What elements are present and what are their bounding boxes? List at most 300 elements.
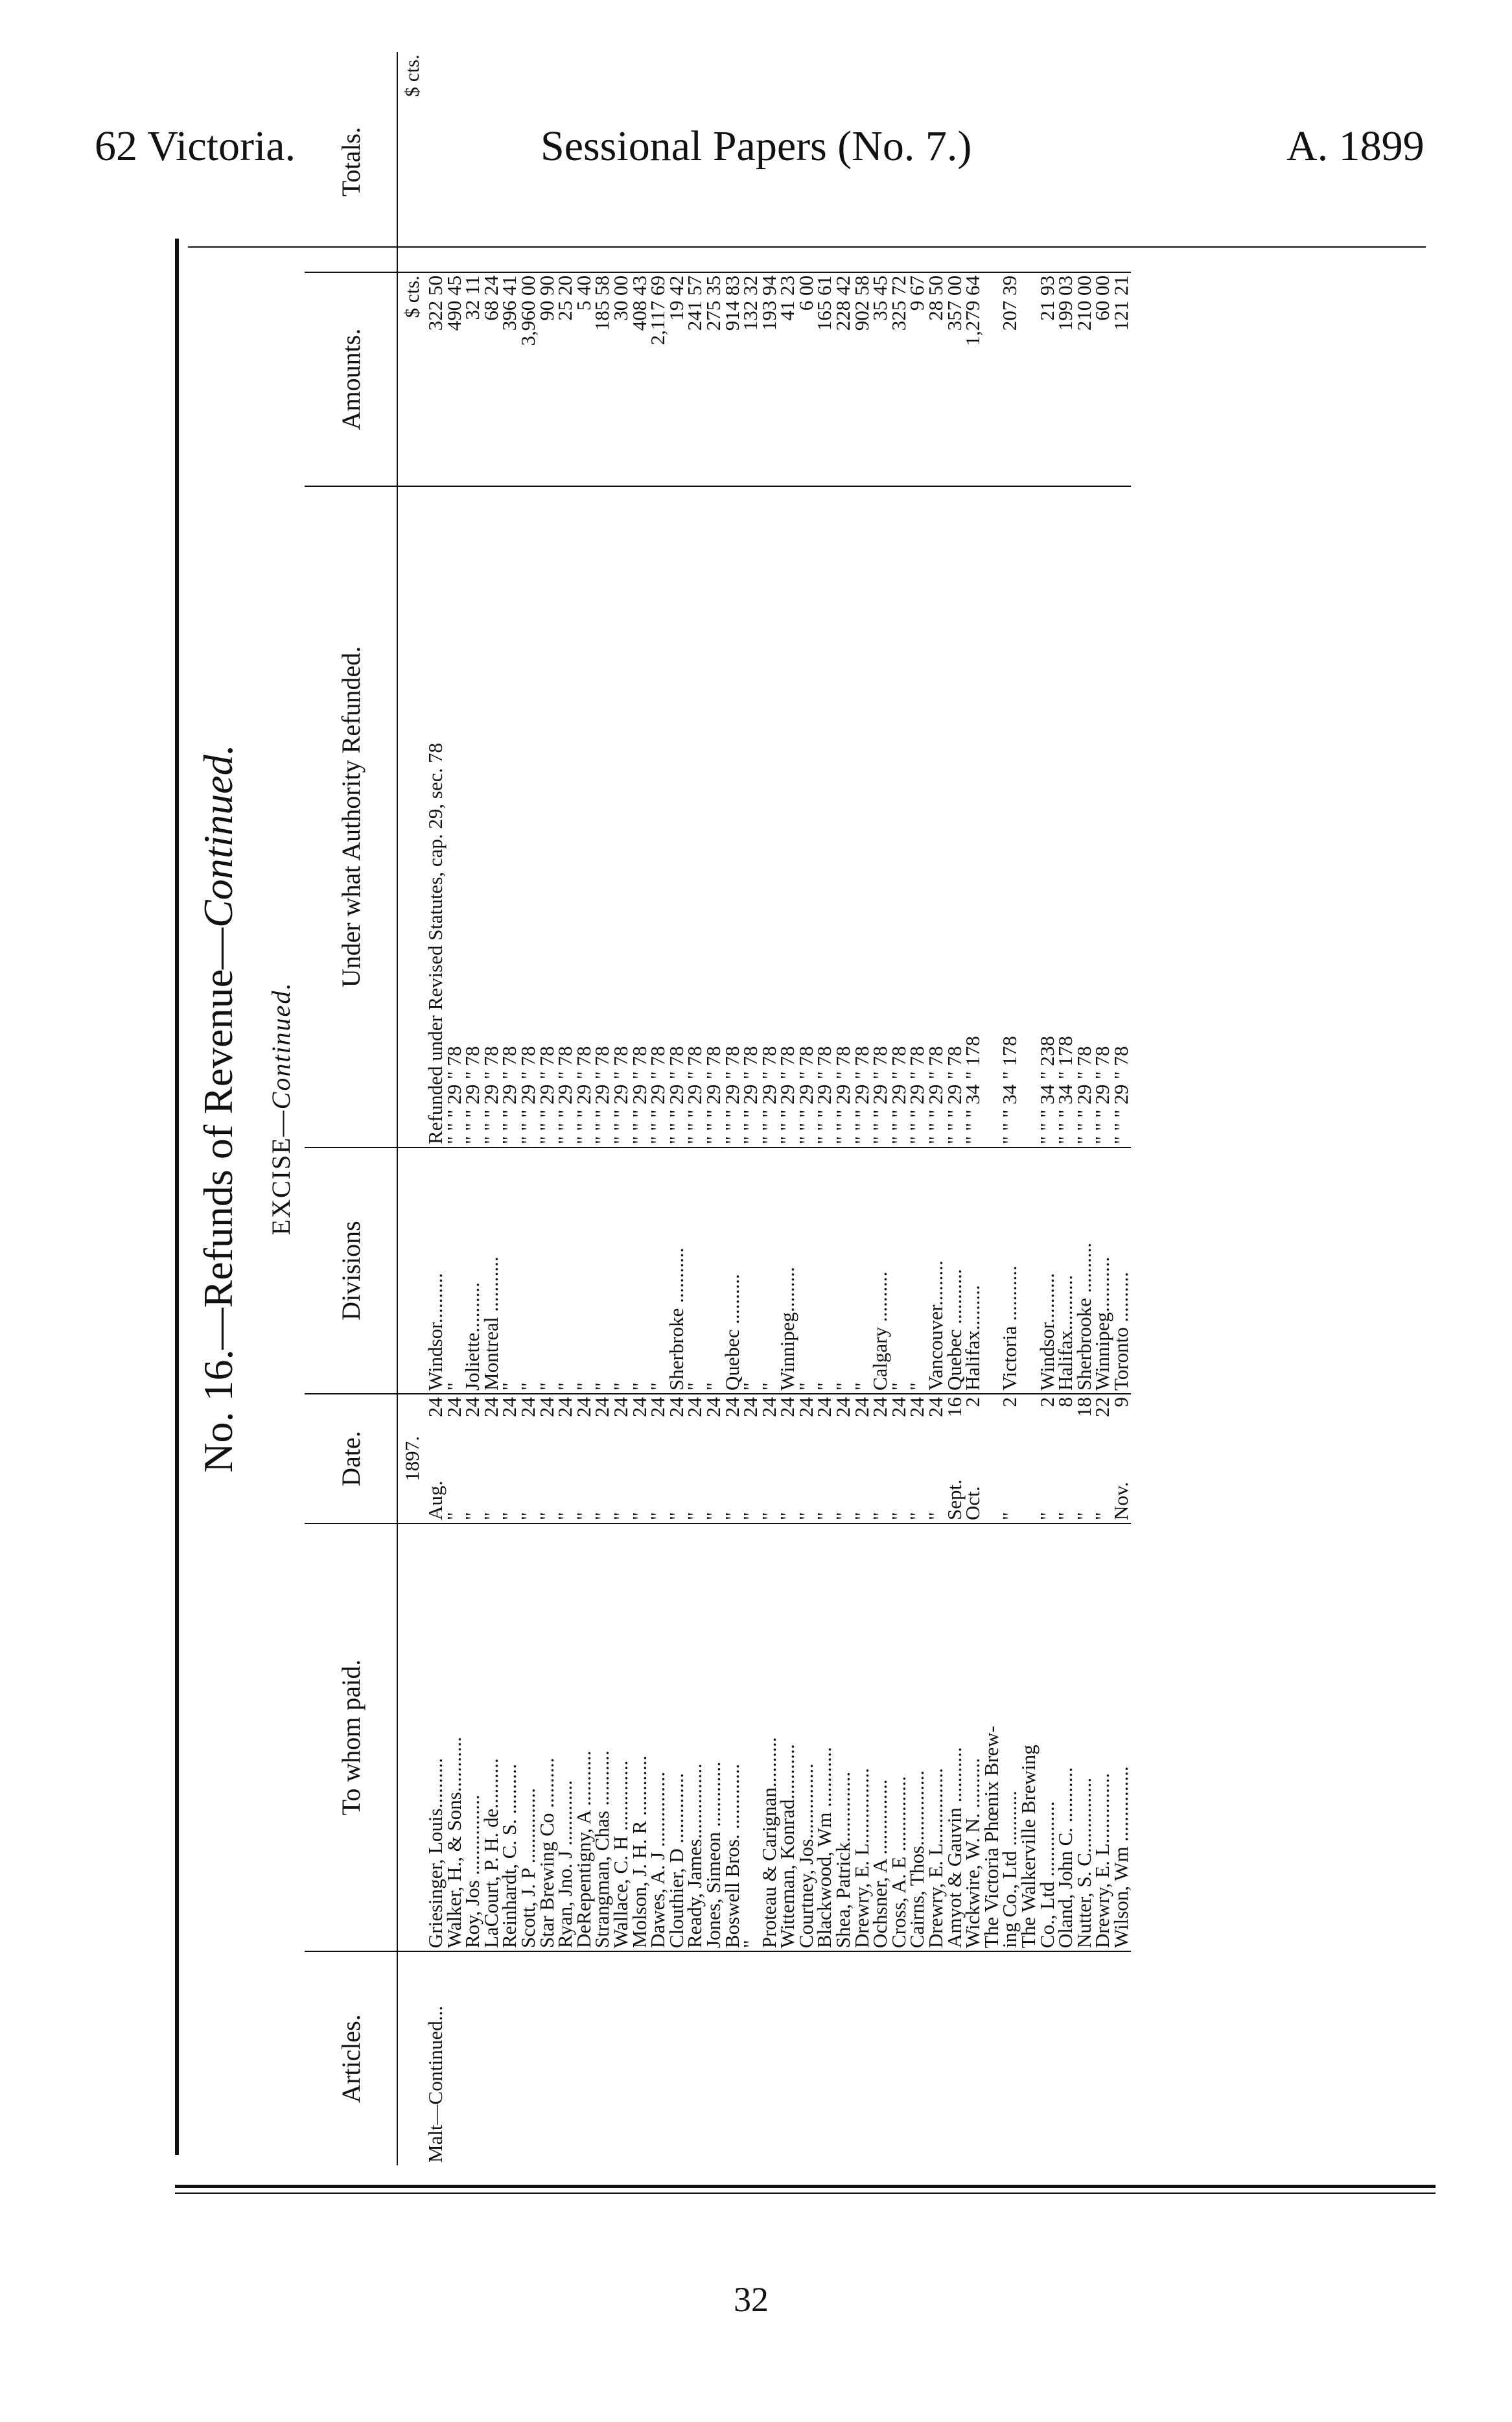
row-amount: 1,279 64 bbox=[964, 272, 983, 486]
row-month: " bbox=[609, 1512, 632, 1520]
row-amount: 35 45 bbox=[871, 272, 890, 486]
row-paid-to: Drewry, E. L.............. bbox=[1093, 1523, 1112, 1951]
row-paid-to: Proteau & Carignan.......... bbox=[760, 1523, 779, 1951]
row-division: " bbox=[760, 1147, 779, 1394]
row-amount: 193 94 bbox=[760, 272, 779, 486]
row-article bbox=[575, 1951, 594, 2165]
row-month: " bbox=[535, 1512, 558, 1520]
row-amount: 490 45 bbox=[445, 272, 464, 486]
row-total bbox=[556, 52, 575, 272]
col-paid-to: To whom paid. bbox=[305, 1523, 397, 1951]
header-year: A. 1899 bbox=[1286, 123, 1425, 170]
table-title bbox=[194, 52, 242, 2165]
row-division: " bbox=[853, 1147, 872, 1394]
row-article bbox=[853, 1951, 872, 2165]
row-division: " bbox=[890, 1147, 909, 1394]
row-authority: " " " 29 " 78 bbox=[593, 486, 612, 1147]
row-amount: 275 35 bbox=[704, 272, 723, 486]
row-paid-to: Ochsner, A ............... bbox=[871, 1523, 890, 1951]
row-article bbox=[741, 1951, 760, 2165]
row-paid-to: Clouthier, D .............. bbox=[668, 1523, 686, 1951]
row-total bbox=[834, 52, 853, 272]
row-authority: " " " 29 " 78 bbox=[668, 486, 686, 1147]
row-amount: 132 32 bbox=[741, 272, 760, 486]
row-day: 24 bbox=[905, 1397, 929, 1417]
row-total bbox=[426, 52, 445, 272]
row-total bbox=[631, 52, 649, 272]
header-title: Sessional Papers (No. 7.) bbox=[541, 123, 972, 170]
row-day: 24 bbox=[776, 1397, 799, 1417]
row-article bbox=[463, 1951, 482, 2165]
row-total bbox=[760, 52, 779, 272]
row-division: " bbox=[815, 1147, 834, 1394]
row-day: 24 bbox=[794, 1397, 817, 1417]
row-article bbox=[631, 1951, 649, 2165]
row-authority: " " " 29 " 78 bbox=[871, 486, 890, 1147]
row-month: " bbox=[553, 1512, 577, 1520]
row-paid-to: Drewry, E. L............... bbox=[853, 1523, 872, 1951]
row-paid-to: Roy, Jos ................ bbox=[463, 1523, 482, 1951]
row-day: 24 bbox=[424, 1397, 447, 1417]
row-article bbox=[871, 1951, 890, 2165]
row-month: " bbox=[813, 1512, 836, 1520]
row-authority: " " " 29 " 78 bbox=[631, 486, 649, 1147]
left-border-rule bbox=[175, 239, 179, 2155]
row-total bbox=[853, 52, 872, 272]
row-article bbox=[668, 1951, 686, 2165]
row-total bbox=[519, 52, 538, 272]
row-article bbox=[445, 1951, 464, 2165]
row-article bbox=[890, 1951, 909, 2165]
row-total bbox=[964, 52, 983, 272]
row-total bbox=[946, 52, 964, 272]
row-month: " bbox=[627, 1512, 651, 1520]
row-month: " bbox=[794, 1512, 817, 1520]
row-amount: 60 00 bbox=[1093, 272, 1112, 486]
row-authority: " " " 29 " 78 bbox=[927, 486, 946, 1147]
row-day: 18 bbox=[1072, 1397, 1095, 1417]
row-total bbox=[983, 52, 1001, 272]
row-day: 24 bbox=[832, 1397, 855, 1417]
row-article: Malt—Continued... bbox=[424, 2006, 447, 2163]
row-authority: " " " 29 " 78 bbox=[1112, 486, 1131, 1147]
col-totals: Totals. bbox=[305, 52, 397, 272]
row-total bbox=[482, 52, 501, 272]
row-article bbox=[686, 1951, 704, 2165]
row-division: " bbox=[686, 1147, 704, 1394]
row-date bbox=[998, 1394, 1021, 1523]
row-paid-to: Wickwire, W. N. .......... bbox=[964, 1523, 983, 1951]
row-amount: 19 42 bbox=[668, 272, 686, 486]
row-amount: 207 39 bbox=[1001, 272, 1019, 486]
row-month: " bbox=[868, 1512, 892, 1520]
row-division: " bbox=[797, 1147, 816, 1394]
row-month: " bbox=[757, 1512, 780, 1520]
row-division: Calgary .......... bbox=[871, 1147, 890, 1394]
row-month: " bbox=[1054, 1512, 1077, 1520]
section-heading bbox=[266, 52, 296, 2165]
row-authority: " " " 34 " 178 bbox=[964, 486, 983, 1147]
row-division: Sherbrooke .......... bbox=[1075, 1147, 1094, 1394]
table-row bbox=[1112, 52, 1131, 2165]
row-amount: 25 20 bbox=[556, 272, 575, 486]
row-paid-to: ing Co., Ltd ........... bbox=[1001, 1523, 1019, 1951]
row-authority: " " " 29 " 78 bbox=[760, 486, 779, 1147]
row-day: 24 bbox=[683, 1397, 706, 1417]
row-total bbox=[723, 52, 742, 272]
row-total bbox=[463, 52, 482, 272]
row-amount: 185 58 bbox=[593, 272, 612, 486]
row-day: 24 bbox=[627, 1397, 651, 1417]
row-division: Vancouver......... bbox=[927, 1147, 946, 1394]
row-amount: 9 67 bbox=[908, 272, 927, 486]
row-article bbox=[1093, 1951, 1112, 2165]
row-paid-to: Ready, James............... bbox=[686, 1523, 704, 1951]
row-month: Sept. bbox=[942, 1479, 966, 1520]
row-total bbox=[575, 52, 594, 272]
row-division: " bbox=[556, 1147, 575, 1394]
row-division: " bbox=[704, 1147, 723, 1394]
row-authority: " " " 29 " 78 bbox=[612, 486, 631, 1147]
row-day: 24 bbox=[813, 1397, 836, 1417]
row-paid-to: Ryan, Jno. J ............. bbox=[556, 1523, 575, 1951]
row-month: " bbox=[572, 1512, 595, 1520]
row-authority: " " " 29 " 78 bbox=[797, 486, 816, 1147]
row-division: Quebec .......... bbox=[723, 1147, 742, 1394]
row-month: " bbox=[590, 1512, 614, 1520]
row-amount: 21 93 bbox=[1038, 272, 1057, 486]
row-division: Halifax........... bbox=[1056, 1147, 1075, 1394]
table-title-main: No. 16.—Refunds of Revenue— bbox=[195, 927, 241, 1473]
row-amount: 357 00 bbox=[946, 272, 964, 486]
row-month: " bbox=[701, 1512, 725, 1520]
row-day: 2 bbox=[1035, 1397, 1058, 1407]
row-month: " bbox=[664, 1512, 688, 1520]
row-amount: 228 42 bbox=[834, 272, 853, 486]
row-amount: 408 43 bbox=[631, 272, 649, 486]
row-paid-to: Star Brewing Co .......... bbox=[538, 1523, 557, 1951]
row-day: 24 bbox=[535, 1397, 558, 1417]
row-paid-to: DeRepentigny, A ........... bbox=[575, 1523, 594, 1951]
row-day: 24 bbox=[887, 1397, 910, 1417]
row-amount: 32 11 bbox=[463, 272, 482, 486]
row-article bbox=[946, 1951, 964, 2165]
row-article bbox=[964, 1951, 983, 2165]
row-authority: " " " 29 " 78 bbox=[1093, 486, 1112, 1147]
row-authority: " " " 29 " 78 bbox=[834, 486, 853, 1147]
row-month: " bbox=[442, 1512, 465, 1520]
table-title-continued: Continued. bbox=[195, 744, 241, 928]
row-authority: " " " 29 " 78 bbox=[778, 486, 797, 1147]
row-day: 24 bbox=[609, 1397, 632, 1417]
row-authority: " " " 29 " 78 bbox=[575, 486, 594, 1147]
row-amount: 6 00 bbox=[797, 272, 816, 486]
row-division: Winnipeg......... bbox=[778, 1147, 797, 1394]
row-paid-to: Jones, Simeon ............. bbox=[704, 1523, 723, 1951]
row-total bbox=[704, 52, 723, 272]
row-authority: " " " 34 " 238 bbox=[1038, 486, 1057, 1147]
row-division: " bbox=[908, 1147, 927, 1394]
row-division: " bbox=[445, 1147, 464, 1394]
row-division: Sherbroke ........... bbox=[668, 1147, 686, 1394]
row-month: " bbox=[998, 1512, 1021, 1520]
row-month: " bbox=[924, 1512, 948, 1520]
row-article bbox=[704, 1951, 723, 2165]
table-header-row bbox=[305, 52, 397, 2165]
row-division: Montreal ........... bbox=[482, 1147, 501, 1394]
row-division: Windsor.......... bbox=[1038, 1147, 1057, 1394]
row-article bbox=[1112, 1951, 1131, 2165]
rotated-table-region bbox=[194, 52, 1432, 2165]
row-total bbox=[871, 52, 890, 272]
row-paid-to: Blackwood, Wm ............ bbox=[815, 1523, 834, 1951]
row-month: " bbox=[1091, 1512, 1114, 1520]
row-date bbox=[1109, 1394, 1132, 1523]
col-divisions: Divisions bbox=[305, 1147, 397, 1394]
row-day: 24 bbox=[572, 1397, 595, 1417]
row-article bbox=[1056, 1951, 1075, 2165]
row-article bbox=[1075, 1951, 1094, 2165]
row-paid-to: Nutter, S. C............... bbox=[1075, 1523, 1094, 1951]
row-authority: " " " 29 " 78 bbox=[1075, 486, 1094, 1147]
row-day: 24 bbox=[498, 1397, 521, 1417]
row-day: 24 bbox=[590, 1397, 614, 1417]
row-paid-to: Oland, John C. ........... bbox=[1056, 1523, 1075, 1951]
row-paid-to: Scott, J. P ............... bbox=[519, 1523, 538, 1951]
row-article bbox=[556, 1951, 575, 2165]
row-day: 2 bbox=[998, 1397, 1021, 1407]
row-day: 24 bbox=[720, 1397, 743, 1417]
row-paid-to: Boswell Bros. ............. bbox=[723, 1523, 742, 1951]
row-article bbox=[778, 1951, 797, 2165]
row-article bbox=[519, 1951, 538, 2165]
row-month: " bbox=[776, 1512, 799, 1520]
row-day: 24 bbox=[850, 1397, 873, 1417]
row-article bbox=[1038, 1951, 1057, 2165]
row-authority: " " " 29 " 78 bbox=[649, 486, 668, 1147]
row-amount: 90 90 bbox=[538, 272, 557, 486]
row-total bbox=[686, 52, 704, 272]
refunds-table bbox=[305, 52, 1131, 2165]
row-article bbox=[983, 1951, 1001, 2165]
row-article bbox=[649, 1951, 668, 2165]
col-authority: Under what Authority Refunded. bbox=[305, 486, 397, 1147]
row-total bbox=[1093, 52, 1112, 272]
row-total bbox=[1001, 52, 1019, 272]
row-article bbox=[723, 1951, 742, 2165]
row-total bbox=[1038, 52, 1057, 272]
row-paid-to: Amyot & Gauvin ........... bbox=[946, 1523, 964, 1951]
row-amount: 396 41 bbox=[500, 272, 519, 486]
row-authority: " " " 29 " 78 bbox=[556, 486, 575, 1147]
row-article bbox=[797, 1951, 816, 2165]
row-division: Joliette.......... bbox=[463, 1147, 482, 1394]
row-amount: 199 03 bbox=[1056, 272, 1075, 486]
row-date bbox=[983, 1394, 1001, 1523]
row-paid-to: Courtney, Jos............... bbox=[797, 1523, 816, 1951]
row-authority: " " " 29 " 78 bbox=[853, 486, 872, 1147]
row-month: " bbox=[739, 1512, 762, 1520]
row-day: 24 bbox=[442, 1397, 465, 1417]
row-day: 2 bbox=[961, 1397, 984, 1407]
row-division: " bbox=[538, 1147, 557, 1394]
row-division: Windsor.......... bbox=[426, 1147, 445, 1394]
row-month: " bbox=[832, 1512, 855, 1520]
row-month: " bbox=[1072, 1512, 1095, 1520]
row-article bbox=[593, 1951, 612, 2165]
row-authority: " " " 34 " 178 bbox=[1001, 486, 1019, 1147]
row-paid-to: Cairns, Thos............... bbox=[908, 1523, 927, 1951]
row-division: " bbox=[612, 1147, 631, 1394]
row-paid-to: Witteman, Konrad........... bbox=[778, 1523, 797, 1951]
row-division: Halifax......... bbox=[964, 1147, 983, 1394]
row-authority: " " " 29 " 78 bbox=[463, 486, 482, 1147]
row-total bbox=[797, 52, 816, 272]
row-division: Winnipeg........... bbox=[1093, 1147, 1112, 1394]
row-day: 24 bbox=[701, 1397, 725, 1417]
row-paid-to: Co., Ltd ............... bbox=[1038, 1523, 1057, 1951]
row-day: 24 bbox=[646, 1397, 669, 1417]
row-authority: " " " 29 " 78 bbox=[946, 486, 964, 1147]
row-article bbox=[927, 1951, 946, 2165]
row-day: 9 bbox=[1109, 1397, 1132, 1407]
row-total bbox=[649, 52, 668, 272]
row-month: " bbox=[720, 1512, 743, 1520]
bottom-double-rule bbox=[175, 2185, 1436, 2188]
row-total bbox=[538, 52, 557, 272]
row-total bbox=[500, 52, 519, 272]
row-month: " bbox=[850, 1512, 873, 1520]
row-division: " bbox=[741, 1147, 760, 1394]
row-authority: " " " 29 " 78 bbox=[741, 486, 760, 1147]
col-date: Date. bbox=[305, 1394, 397, 1523]
row-paid-to: Wilson, Wm ............... bbox=[1112, 1523, 1131, 1951]
row-article bbox=[1001, 1951, 1019, 2165]
row-article bbox=[834, 1951, 853, 2165]
row-total bbox=[741, 52, 760, 272]
row-day: 24 bbox=[553, 1397, 577, 1417]
row-amount: 902 58 bbox=[853, 272, 872, 486]
row-total bbox=[668, 52, 686, 272]
row-day: 24 bbox=[479, 1397, 502, 1417]
row-article bbox=[760, 1951, 779, 2165]
row-amount: 3,960 00 bbox=[519, 272, 538, 486]
row-amount: 322 50 bbox=[426, 272, 445, 486]
page-number: 32 bbox=[734, 2280, 769, 2319]
row-day: 22 bbox=[1091, 1397, 1114, 1417]
row-paid-to: Drewry, E. L............... bbox=[927, 1523, 946, 1951]
row-authority: " " " 34 " 178 bbox=[1056, 486, 1075, 1147]
row-article bbox=[482, 1951, 501, 2165]
row-article bbox=[908, 1951, 927, 2165]
row-total bbox=[612, 52, 631, 272]
row-article bbox=[612, 1951, 631, 2165]
row-authority: " " " 29 " 78 bbox=[519, 486, 538, 1147]
row-paid-to: LaCourt, P. H. de.......... bbox=[482, 1523, 501, 1951]
row-paid-to: The Victoria Phœnix Brew- bbox=[983, 1523, 1001, 1951]
row-division: Victoria ........... bbox=[1001, 1147, 1019, 1394]
row-authority: " " " 29 " 78 bbox=[815, 486, 834, 1147]
row-total bbox=[890, 52, 909, 272]
row-authority: " " " 29 " 78 bbox=[445, 486, 464, 1147]
row-division: Quebec ........... bbox=[946, 1147, 964, 1394]
row-amount: 241 57 bbox=[686, 272, 704, 486]
row-division: " bbox=[519, 1147, 538, 1394]
row-paid-to: Shea, Patrick.............. bbox=[834, 1523, 853, 1951]
row-month: " bbox=[905, 1512, 929, 1520]
row-date bbox=[1035, 1394, 1058, 1523]
row-paid-to: Walker, H., & Sons........... bbox=[445, 1523, 464, 1951]
row-total bbox=[778, 52, 797, 272]
row-date bbox=[961, 1394, 984, 1523]
row-division: " bbox=[631, 1147, 649, 1394]
section-label: EXCISE— bbox=[266, 1109, 296, 1236]
row-month: " bbox=[461, 1512, 484, 1520]
row-month: Oct. bbox=[961, 1486, 984, 1520]
row-authority: " " " 29 " 78 bbox=[908, 486, 927, 1147]
row-day: 24 bbox=[868, 1397, 892, 1417]
row-total bbox=[1075, 52, 1094, 272]
row-month: " bbox=[683, 1512, 706, 1520]
row-authority: " " " 29 " 78 bbox=[890, 486, 909, 1147]
row-total bbox=[927, 52, 946, 272]
row-amount: 210 00 bbox=[1075, 272, 1094, 486]
row-total bbox=[815, 52, 834, 272]
row-day: 16 bbox=[942, 1397, 966, 1417]
row-day: 24 bbox=[516, 1397, 539, 1417]
row-authority: " " " 29 " 78 bbox=[500, 486, 519, 1147]
row-month: " bbox=[887, 1512, 910, 1520]
row-amount: 121 21 bbox=[1112, 272, 1131, 486]
row-month: " bbox=[479, 1512, 502, 1520]
row-paid-to: " bbox=[741, 1523, 760, 1951]
row-month: " bbox=[498, 1512, 521, 1520]
row-paid-to: Wallace, C. H .............. bbox=[612, 1523, 631, 1951]
amount-units: $ cts. bbox=[397, 272, 426, 486]
row-month: " bbox=[646, 1512, 669, 1520]
row-month: Aug. bbox=[424, 1480, 447, 1520]
row-day: 8 bbox=[1054, 1397, 1077, 1407]
row-amount: 41 23 bbox=[778, 272, 797, 486]
row-paid-to: Dawes, A. J ............... bbox=[649, 1523, 668, 1951]
row-paid-to: Cross, A. E ............... bbox=[890, 1523, 909, 1951]
section-continued: Continued. bbox=[266, 982, 296, 1110]
row-authority: Refunded under Revised Statutes, cap. 29, sec. 78 bbox=[426, 486, 445, 1147]
row-day: 24 bbox=[664, 1397, 688, 1417]
row-amount: 30 00 bbox=[612, 272, 631, 486]
row-day: 24 bbox=[757, 1397, 780, 1417]
year-label: 1897. bbox=[397, 1394, 426, 1523]
row-division: " bbox=[649, 1147, 668, 1394]
col-articles: Articles. bbox=[305, 1951, 397, 2165]
total-units: $ cts. bbox=[397, 52, 426, 272]
bottom-double-rule-thin bbox=[175, 2193, 1436, 2194]
row-paid-to: Reinhardt, C. S. .......... bbox=[500, 1523, 519, 1951]
row-paid-to: Molson, J. H. R ............ bbox=[631, 1523, 649, 1951]
row-total bbox=[1056, 52, 1075, 272]
row-month: Nov. bbox=[1109, 1481, 1132, 1520]
row-amount: 165 61 bbox=[815, 272, 834, 486]
row-total bbox=[445, 52, 464, 272]
row-day: 24 bbox=[739, 1397, 762, 1417]
row-division: " bbox=[834, 1147, 853, 1394]
row-month: " bbox=[516, 1512, 539, 1520]
row-amount: 914 83 bbox=[723, 272, 742, 486]
row-division: " bbox=[500, 1147, 519, 1394]
row-amount: 2,117 69 bbox=[649, 272, 668, 486]
row-total bbox=[593, 52, 612, 272]
row-date bbox=[1019, 1394, 1038, 1523]
